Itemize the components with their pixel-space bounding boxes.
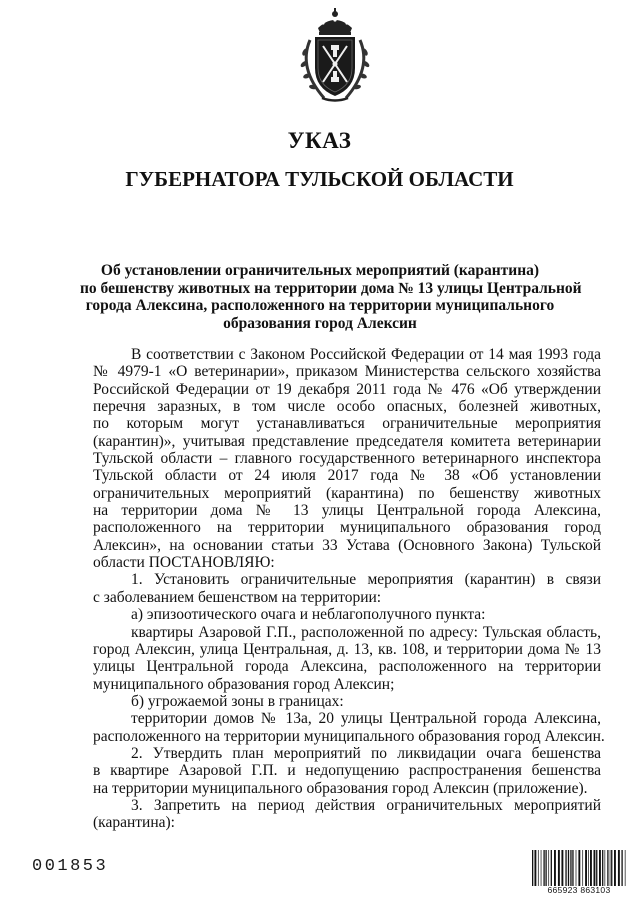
body-line: на территории дома № 13 улицы Центральной города Алексина,: [93, 502, 601, 520]
subject-line: Об установлении ограничительных мероприятий (карантина): [100, 262, 540, 279]
body-line: на территории муниципального образования город Алексин (приложение).: [93, 779, 588, 797]
subject-line: образования город Алексин: [223, 314, 417, 332]
barcode: [531, 850, 627, 895]
issuer-title: ГУБЕРНАТОРА ТУЛЬСКОЙ ОБЛАСТИ: [125, 167, 514, 191]
subject-line: по бешенству животных на территории дома № 13 улицы Центральной: [80, 279, 582, 297]
body-line: квартиры Азаровой Г.П., расположенной по адресу: Тульская область,: [131, 623, 601, 641]
body-line: В соответствии с Законом Российской Федерации от 14 мая 1993 года: [131, 346, 601, 363]
body-line: с заболеванием бешенством на территории:: [93, 588, 382, 606]
document-body: [93, 346, 605, 832]
body-line: № 4979-1 «О ветеринарии», приказом Министерства сельского хозяйства: [93, 363, 601, 381]
body-line: Российской Федерации от 19 декабря 2011 года № 476 «Об утверждении: [93, 380, 601, 398]
body-line: 3. Запретить на период действия ограничительных мероприятий: [131, 796, 601, 814]
body-line: 1. Установить ограничительные мероприятия (карантин) в связи: [131, 571, 601, 589]
body-line: Тульской области от 24 июля 2017 года № 38 «Об установлении: [93, 467, 601, 485]
body-line: а) эпизоотического очага и неблагополучного пункта:: [131, 606, 486, 624]
body-line: области ПОСТАНОВЛЯЮ:: [93, 554, 275, 572]
body-line: расположенного на территории муниципального образования город: [93, 519, 601, 537]
subject-line: города Алексина, расположенного на территории муниципального: [85, 297, 555, 315]
body-line: Алексин», на основании статьи 33 Устава (Основного Закона) Тульской: [93, 536, 601, 554]
body-line: ограничительных мероприятий (карантина) по бешенству животных: [93, 484, 601, 502]
body-line: муниципального образования город Алексин;: [93, 675, 395, 693]
body-line: б) угрожаемой зоны в границах:: [131, 692, 344, 710]
body-line: в квартире Азаровой Г.П. и недопущению распространения бешенства: [93, 762, 601, 780]
body-line: перечня заразных, в том числе особо опасных, болезней животных,: [93, 398, 601, 416]
document-subject: [80, 262, 582, 332]
registration-number: 001853: [32, 857, 109, 876]
body-line: город Алексин, улица Центральная, д. 13, кв. 108, и территории дома № 13: [93, 640, 601, 658]
body-line: расположенного на территории муниципального образования город Алексин.: [93, 727, 605, 745]
barcode-bars: [531, 850, 627, 886]
body-line: улицы Центральной города Алексина, расположенного на территории: [93, 658, 601, 676]
body-line: Тульской области – главного государственного ветеринарного инспектора: [93, 450, 601, 468]
barcode-number: 665923 863103: [547, 885, 611, 895]
body-line: по которым могут устанавливаться ограничительные мероприятия: [93, 415, 601, 433]
body-line: территории домов № 13а, 20 улицы Центральной города Алексина,: [131, 710, 601, 728]
body-line: (карантин)», учитывая представление председателя комитета ветеринарии: [93, 432, 601, 450]
document-type-title: УКАЗ: [287, 128, 352, 153]
tula-coat-of-arms-icon: [290, 6, 380, 106]
body-line: 2. Утвердить план мероприятий по ликвидации очага бешенства: [131, 744, 601, 762]
body-line: (карантина):: [93, 814, 175, 832]
